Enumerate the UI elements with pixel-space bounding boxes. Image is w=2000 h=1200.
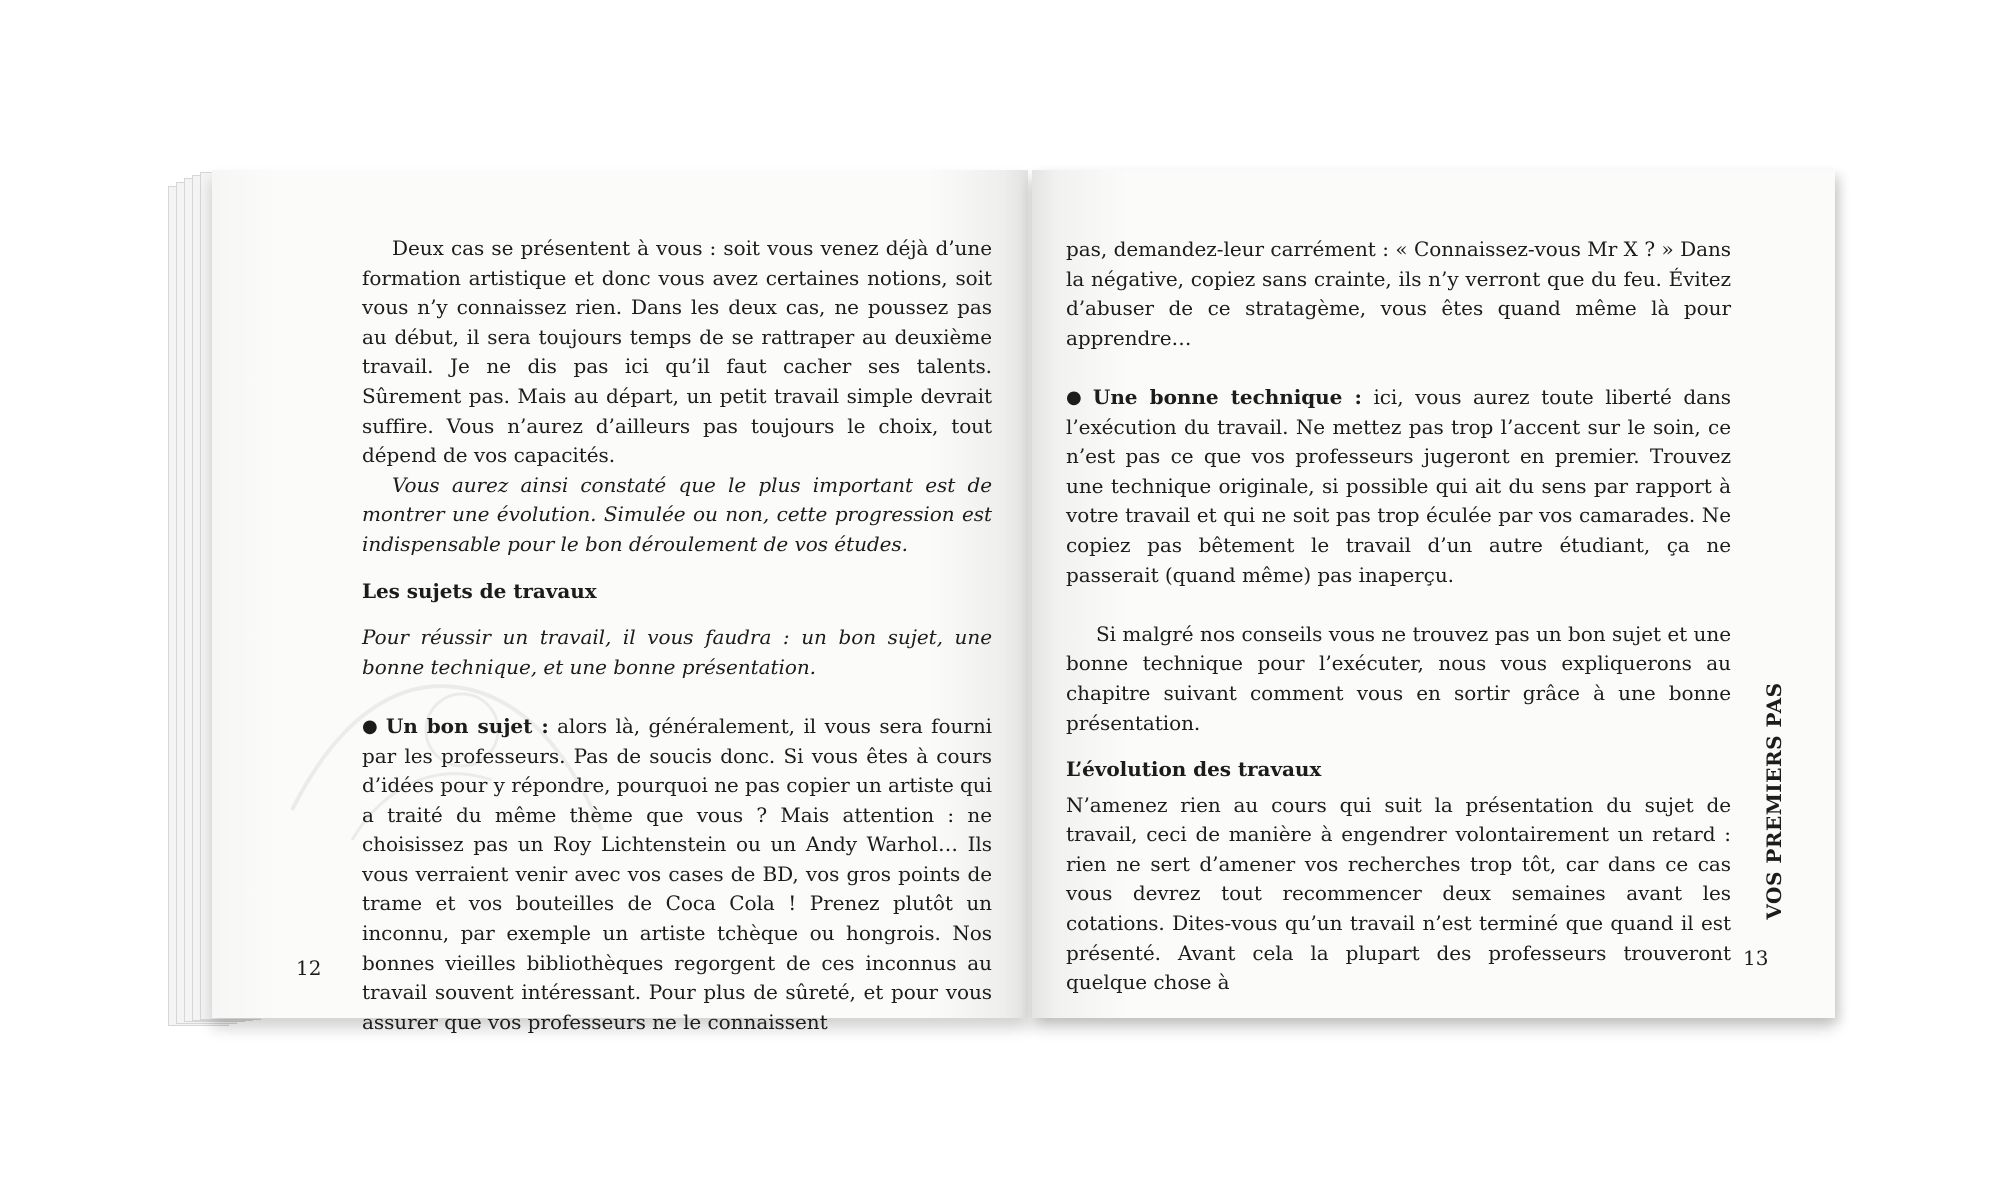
paragraph: N’amenez rien au cours qui suit la présentation du sujet de travail, ceci de manière à engendrer volontairement un retard : rien ne sert d’amener vos recherches trop tôt, car dans ce cas vous devrez tout recommencer deux semaines avant les cotations. Dites-vous qu’un travail n’est terminé que quand il est présenté. Avant cela la plupart des professeurs trouveront quelque chose à	[1066, 792, 1731, 995]
right-page	[1032, 170, 1835, 1018]
bullet-label: Un bon sujet :	[385, 713, 549, 738]
italic-intro: Pour réussir un travail, il vous faudra : un bon sujet, une bonne technique, et une bonne présentation.	[362, 625, 992, 679]
continued-paragraph: pas, demandez-leur carrément : « Connaissez-vous Mr X ? » Dans la négative, copiez sans crainte, ils n’y verront que du feu. Évitez d’abuser de ce stratagème, vous êtes quand même là pour apprendre…	[1066, 237, 1731, 350]
bullet-icon: ●	[362, 715, 380, 737]
right-page-body	[1066, 235, 1731, 998]
section-heading: Les sujets de travaux	[362, 578, 597, 603]
bullet-text: ici, vous aurez toute liberté dans l’exécution du travail. Ne mettez pas trop l’accent sur le soin, ce n’est pas ce que vos professeurs jugeront en premier. Trouvez une technique originale, si possible qui ait du sens par rapport à votre travail et qui ne soit pas trop éculée par vos camarades. Ne copiez pas bêtement le travail d’un autre étudiant, ça ne passerait (quand même) pas inaperçu.	[1066, 384, 1731, 587]
page-number: 12	[296, 956, 322, 980]
left-page	[212, 170, 1028, 1034]
page-number: 13	[1743, 946, 1769, 970]
left-page-body	[362, 234, 992, 1037]
paragraph: Deux cas se présentent à vous : soit vous venez déjà d’une formation artistique et donc vous avez certaines notions, soit vous n’y connaissez rien. Dans les deux cas, ne poussez pas au début, il sera toujours temps de se rattraper au deuxième travail. Je ne dis pas ici qu’il faut cacher ses talents. Sûrement pas. Mais au départ, un petit travail simple devrait suffire. Vous n’aurez d’ailleurs pas toujours le choix, tout dépend de vos capacités.	[362, 236, 992, 468]
running-head-text: VOS PREMIERS PAS	[1762, 682, 1786, 920]
bullet-paragraph	[362, 712, 992, 1038]
running-head	[1756, 666, 1792, 936]
bullet-paragraph	[1066, 383, 1731, 590]
paragraph: Si malgré nos conseils vous ne trouvez pas un bon sujet et une bonne technique pour l’exécuter, nous vous expliquerons au chapitre suivant comment vous en sortir grâce à une bonne présentation.	[1066, 621, 1731, 735]
bullet-icon: ●	[1066, 386, 1087, 408]
section-heading: L’évolution des travaux	[1066, 757, 1322, 782]
italic-paragraph: Vous aurez ainsi constaté que le plus important est de montrer une évolution. Simulée ou non, cette progression est indispensable pour le bon déroulement de vos études.	[362, 472, 992, 556]
bullet-text: alors là, généralement, il vous sera fourni par les professeurs. Pas de soucis donc. Si vous êtes à cours d’idées pour y répondre, pourquoi ne pas copier un artiste qui a traité du même thème que vous ? Mais attention : ne choisissez pas un Roy Lichtenstein ou un Andy Warhol… Ils vous verraient venir avec vos cases de BD, vos gros points de trame et vos bouteilles de Coca Cola ! Prenez plutôt un inconnu, par exemple un artiste tchèque ou hongrois. Nos bonnes vieilles bibliothèques regorgent de ces inconnus au travail souvent intéressant. Pour plus de sûreté, et pour vous assurer que vos professeurs ne le connaissent	[362, 713, 993, 1034]
bullet-label: Une bonne technique :	[1092, 384, 1362, 409]
